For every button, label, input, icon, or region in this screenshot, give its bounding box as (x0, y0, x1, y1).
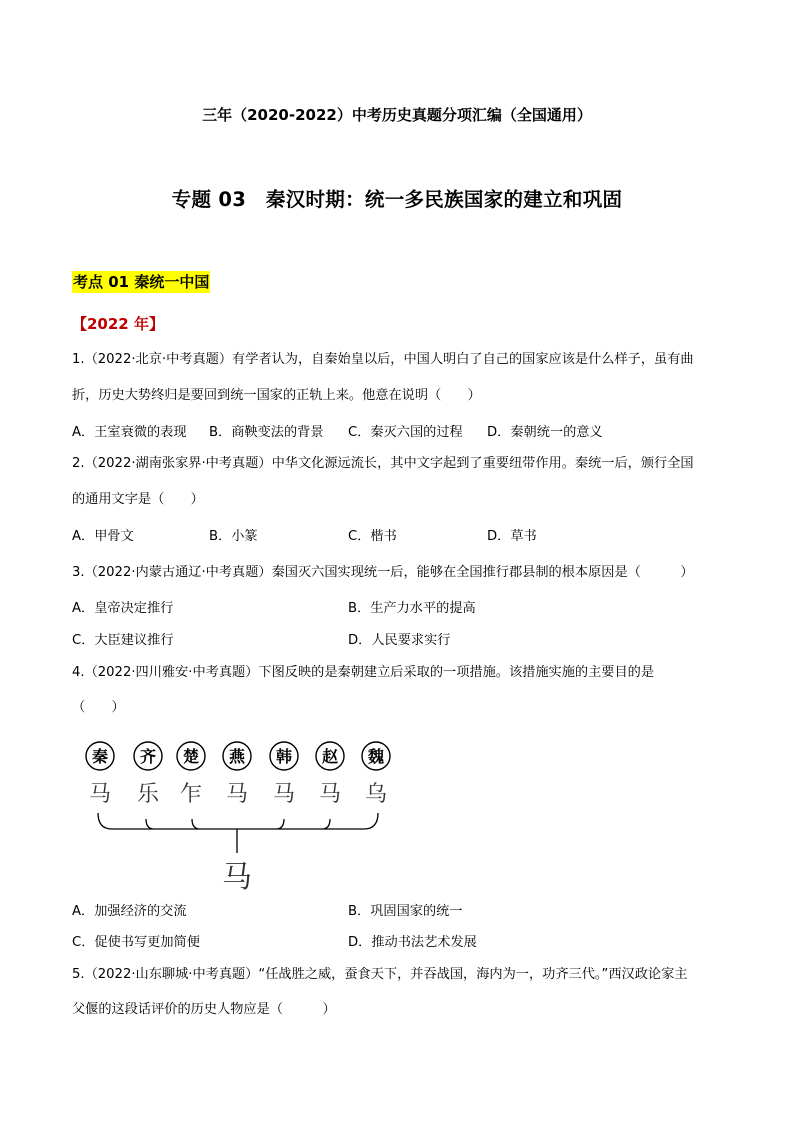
question-1-line-1: 1.（2022·北京·中考真题）有学者认为，自秦始皇以后，中国人明白了自己的国家应该是什么样子，虽有曲 (72, 352, 694, 367)
state-circle-chu (177, 742, 205, 770)
state-circle-qi (134, 742, 162, 770)
document-main-title: 专题 03 秦汉时期：统一多民族国家的建立和巩固 (171, 188, 623, 211)
state-label-chu: 楚 (182, 747, 200, 766)
year-label: 【2022 年】 (72, 315, 164, 333)
question-2-line-1: 2.（2022·湖南张家界·中考真题）中华文化源远流长，其中文字起到了重要纽带作用。秦统一后，颁行全国 (72, 456, 694, 471)
state-circle-han (270, 742, 298, 770)
state-circles (86, 742, 390, 770)
question-4-option-c[interactable]: C．促使书写更加简便 (72, 935, 200, 950)
variant-glyph-yan: 马 (225, 782, 249, 807)
variant-glyph-qi: 乐 (136, 782, 160, 807)
question-3-option-c[interactable]: C．大臣建议推行 (72, 633, 174, 648)
state-circle-wei (362, 742, 390, 770)
question-5-line-2: 父偃的这段话评价的历史人物应是（ ） (72, 1002, 336, 1017)
state-circle-qin (86, 742, 114, 770)
state-label-han: 韩 (275, 747, 293, 766)
question-1-option-a[interactable]: A．王室衰微的表现 (72, 425, 187, 440)
question-4-line-1: 4.（2022·四川雅安·中考真题）下图反映的是秦朝建立后采取的一项措施。该措施实施的主要目的是 (72, 665, 655, 680)
question-3-option-b[interactable]: B．生产力水平的提高 (348, 601, 476, 616)
question-3-option-a[interactable]: A．皇帝决定推行 (72, 601, 174, 616)
variant-glyphs (89, 782, 387, 807)
script-unification-figure (80, 735, 410, 895)
question-4-option-a[interactable]: A．加强经济的交流 (72, 904, 187, 919)
variant-glyph-qin: 马 (88, 782, 112, 807)
unification-bracket (98, 813, 378, 853)
state-circle-zhao (316, 742, 344, 770)
section-label: 考点 01 秦统一中国 (73, 273, 210, 291)
state-label-wei: 魏 (367, 747, 385, 766)
question-2-option-c[interactable]: C．楷书 (348, 529, 397, 544)
question-2-option-a[interactable]: A．甲骨文 (72, 529, 134, 544)
question-3-option-d[interactable]: D．人民要求实行 (348, 633, 451, 648)
unified-glyph: 马 (222, 860, 252, 895)
state-label-zhao: 赵 (321, 747, 339, 766)
state-label-qi: 齐 (139, 747, 157, 766)
question-4-line-2: （ ） (72, 700, 125, 715)
question-5-line-1: 5.（2022·山东聊城·中考真题）“任战胜之威，蚕食天下，并吞战国，海内为一，功齐三代。”西汉政论家主 (72, 967, 688, 982)
question-1-option-c[interactable]: C．秦灭六国的过程 (348, 425, 463, 440)
question-1-line-2: 折，历史大势终归是要回到统一国家的正轨上来。他意在说明（ ） (72, 388, 481, 403)
question-1-option-d[interactable]: D．秦朝统一的意义 (487, 425, 603, 440)
state-label-qin: 秦 (91, 747, 109, 766)
question-2-line-2: 的通用文字是（ ） (72, 492, 204, 507)
question-2-option-b[interactable]: B．小篆 (209, 529, 258, 544)
state-label-yan: 燕 (228, 747, 246, 766)
question-1-option-b[interactable]: B．商鞅变法的背景 (209, 425, 324, 440)
question-4-option-b[interactable]: B．巩固国家的统一 (348, 904, 463, 919)
document-super-title: 三年（2020-2022）中考历史真题分项汇编（全国通用） (202, 106, 592, 124)
question-4-option-d[interactable]: D．推动书法艺术发展 (348, 935, 477, 950)
variant-glyph-zhao: 马 (318, 782, 342, 807)
variant-glyph-han: 马 (272, 782, 296, 807)
variant-glyph-chu: 乍 (179, 782, 203, 807)
state-circle-yan (223, 742, 251, 770)
variant-glyph-wei: 乌 (364, 782, 388, 807)
question-2-option-d[interactable]: D．草书 (487, 529, 537, 544)
question-3-line-1: 3.（2022·内蒙古通辽·中考真题）秦国灭六国实现统一后，能够在全国推行郡县制的根本原因是（ ） (72, 565, 694, 580)
